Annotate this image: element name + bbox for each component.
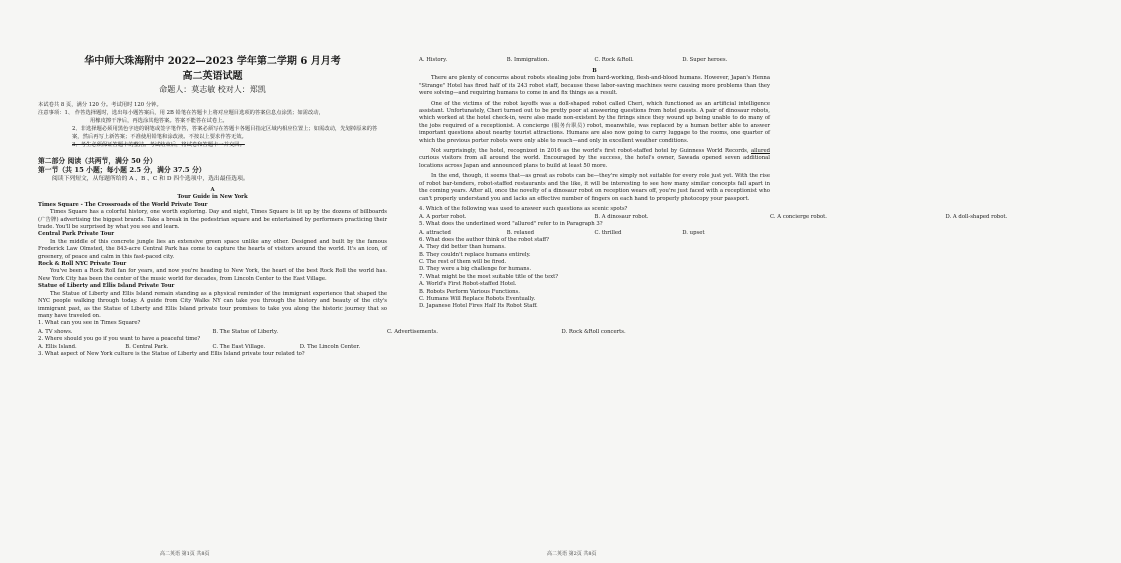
q2-option-b: B. Central Park. [125,344,169,351]
q1-option-d: D. Rock &Roll concerts. [561,328,626,335]
q6-option-c: C. The rest of them will be fired. [419,258,507,265]
passage-a-label: A [210,187,215,193]
tour-paragraph-4: The Statue of Liberty and Ellis Island remain standing as a physical reminder of the immigrant experience that shaped the NYC people walking through today. A guide from City Walks NY can take you through the history and beauty of the city's immigrant past, as the Statue of Liberty and Ellis Island private tour promises to take you along the historic journey that so many have traveled on. [38,290,387,319]
q2-option-a: A. Ellis Island. [38,344,77,351]
passage-b-paragraph-2: One of the victims of the robot layoffs was a doll-shaped robot called Cheri, which functioned as an artificial intelligence assistant. Unfortunately, Cheri turned out to be pretty poor at answering questions from hotel guests. A pair of dinosaur robots, which worked at the hotel check-in, were also made non-existent by the firings since they wound up being unable to do many of the jobs required of a receptionist. A concierge (服务台职员) robot, meanwhile, was replaced by a human better able to answer important questions about nearby tourist attractions. Humans are also now going to carry luggage to the rooms, one quarter of which the previous porter robots were only able to reach—and only in excellent weather conditions. [419,100,770,144]
passage-a-title: Tour Guide in New York [177,194,248,201]
q7-option-d: D. Japanese Hotel Fires Half Its Robot Staff. [419,303,538,310]
section-1-heading: 第一节（共 15 小题；每小题 2.5 分，满分 37.5 分） [38,166,206,174]
section-instruction: 阅读下列短文，从每题所给的 A 、B 、C 和 D 四个选项中，选出最佳选项。 [52,176,249,182]
question-5-options [419,229,770,237]
q7-option-a: A. World's First Robot-staffed Hotel. [419,281,517,288]
left-page-footer: 高二英语 第1页 共8页 [160,551,210,557]
q6-option-b: B. They couldn't replace humans entirely. [419,251,531,258]
note-1: 1、 作答选择题时，选出每小题答案后，用 2B 铅笔在答题卡上将对应题目选项的答案信息点涂黑；如需改动， [64,110,324,116]
tour-heading-1: Times Square - The Crossroads of the World Private Tour [38,201,208,208]
tour-paragraph-1: Times Square has a colorful history, one worth exploring. Day and night, Times Square is lit up by the dozens of billboards (广告牌) advertising the biggest brands. Take a break in the pedestrian square and be entertained by performers practicing their trade. You'll be surprised by what you see and learn. [38,209,387,231]
tour-heading-3: Rock & Roll NYC Private Tour [38,261,127,268]
paragraph-3-start: Not surprisingly, the hotel, recognized in 2016 as the world's first robot-staffed hotel by Guinness World Records, [431,148,751,155]
right-page [397,0,1008,563]
q2-option-c: C. The East Village. [212,344,266,351]
q5-option-a: A. attracted [419,229,451,236]
exam-title: 高二英语试题 [182,71,243,82]
notes-label [38,109,387,117]
tour-paragraph-3: You've been a Rock Roll fan for years, and now you're heading to New York, the heart of the best Rock Roll the world has. New York City has been the center of the music world for decades, from Lincoln Center to the East Village. [38,268,387,282]
part-2-heading: 第二部分 阅读（共两节，满分 50 分） [38,157,157,165]
passage-b-label: B [592,68,597,74]
q7-option-b: B. Robots Perform Various Functions. [419,288,520,295]
q3-option-a: A. History. [419,57,448,63]
q5-option-d: D. upset [682,229,705,236]
right-page-footer: 高二英语 第2页 共8页 [547,551,597,557]
note-3: 3、考生必须保证答题卡的整洁。考试结束后，将试卷和答题卡一并交回。 [72,142,245,148]
q7-option-c: C. Humans Will Replace Robots Eventually. [419,295,536,302]
passage-b-paragraph-3 [419,148,770,170]
q4-option-d: D. A doll-shaped robot. [945,214,1008,221]
question-7: 7. What might be the most suitable title of the text? [419,273,559,280]
q4-option-a: A. A porter robot. [419,214,467,221]
tour-heading-4: Statue of Liberty and Ellis Island Private Tour [38,283,175,290]
tour-paragraph-2: In the middle of this concrete jungle lies an extensive green space unlike any other. Designed and built by the famous Frederick Law Olmsted, the 843-acre Central Park has come to capture the hearts of visitors around the world. It's an icon, of greenery, of peace and calm in this fast-paced city. [38,238,387,260]
tour-heading-2: Central Park Private Tour [38,231,115,238]
q6-option-a: A. They did better than humans. [419,244,506,251]
paragraph-3-end: curious visitors from all around the world. Encouraged by the success, the hotel's owner, Sawada opened seven additional locations across Japan and announced plans to build at least 50 more. [419,155,770,169]
q2-option-d: D. The Lincoln Center. [299,344,361,351]
q3-option-d: D. Super heroes. [682,57,728,63]
passage-b-paragraph-4: In the end, though, it seems that—as great as robots can be—they're simply not suitable for every role just yet. With the rise of robot bar-tenders, robot-staffed restaurants and the like, it will be interesting to see how many similar concepts fall apart in the coming years. After all, once the novelty of a dinosaur robot on reception wears off, you're just faced with a receptionist who can't properly understand you and lacks an effective number of fingers on each hand to properly photocopy your passport. [419,173,770,202]
note-1-cont: 用橡皮擦干净后，再选涂其他答案。答案不能答在试卷上。 [90,118,228,124]
q4-option-b: B. A dinosaur robot. [594,214,649,221]
question-3: 3. What aspect of New York culture is the Statue of Liberty and Ellis Island private tour related to? [38,351,305,358]
q3-option-b: B. Immigration. [506,57,550,63]
q1-option-b: B. The Statue of Liberty. [212,328,278,335]
authors-line: 命题人：莫志敏 校对人：郑凯 [159,85,266,94]
question-2: 2. Where should you go if you want to have a peaceful time? [38,335,201,342]
question-4: 4. Which of the following was used to answer such questions as scenic spots? [419,205,628,212]
q4-option-c: C. A concierge robot. [770,214,827,221]
underlined-word-allured: allured [750,148,770,155]
question-4-options [419,213,1008,221]
exam-info: 本试卷共 8 页，满分 120 分。考试用时 120 分钟。 [38,102,162,108]
question-5: 5. What does the underlined word "allured" refer to in Paragraph 3? [419,221,603,228]
q5-option-b: B. relaxed [506,229,535,236]
question-3-options [419,56,770,64]
passage-b-paragraph-1: There are plenty of concerns about robots stealing jobs from hard-working, flesh-and-blood humans. However, Japan's Henna "Strange" Hotel has fired half of its 243 robot staff, because these labor-saving machines were causing more problems than they were solving—and requiring humans to come in and fix things as a result. [419,75,770,97]
school-title: 华中师大珠海附中 2022—2023 学年第二学期 6 月月考 [84,56,341,67]
q1-option-a: A. TV shows. [38,328,73,335]
question-6: 6. What does the author think of the robot staff? [419,236,550,243]
q1-option-c: C. Advertisements. [387,328,438,335]
question-2-options [38,343,387,351]
note-2: 2、非选择题必须用黑色字迹的钢笔或签字笔作答，答案必须写在答题卡各题目指定区域内相应位置上；如需改动，先划掉原来的答案，然后再写上新答案；不准使用铅笔和涂改液。不按以上要求作答无效。 [72,126,378,140]
notes-label-text: 注意事项： [38,110,65,116]
question-1-options [38,328,626,336]
q6-option-d: D. They were a big challenge for humans. [419,266,532,273]
q3-option-c: C. Rock &Roll. [594,57,634,63]
question-1: 1. What can you see in Times Square? [38,320,141,327]
q5-option-c: C. thrilled [594,229,622,236]
